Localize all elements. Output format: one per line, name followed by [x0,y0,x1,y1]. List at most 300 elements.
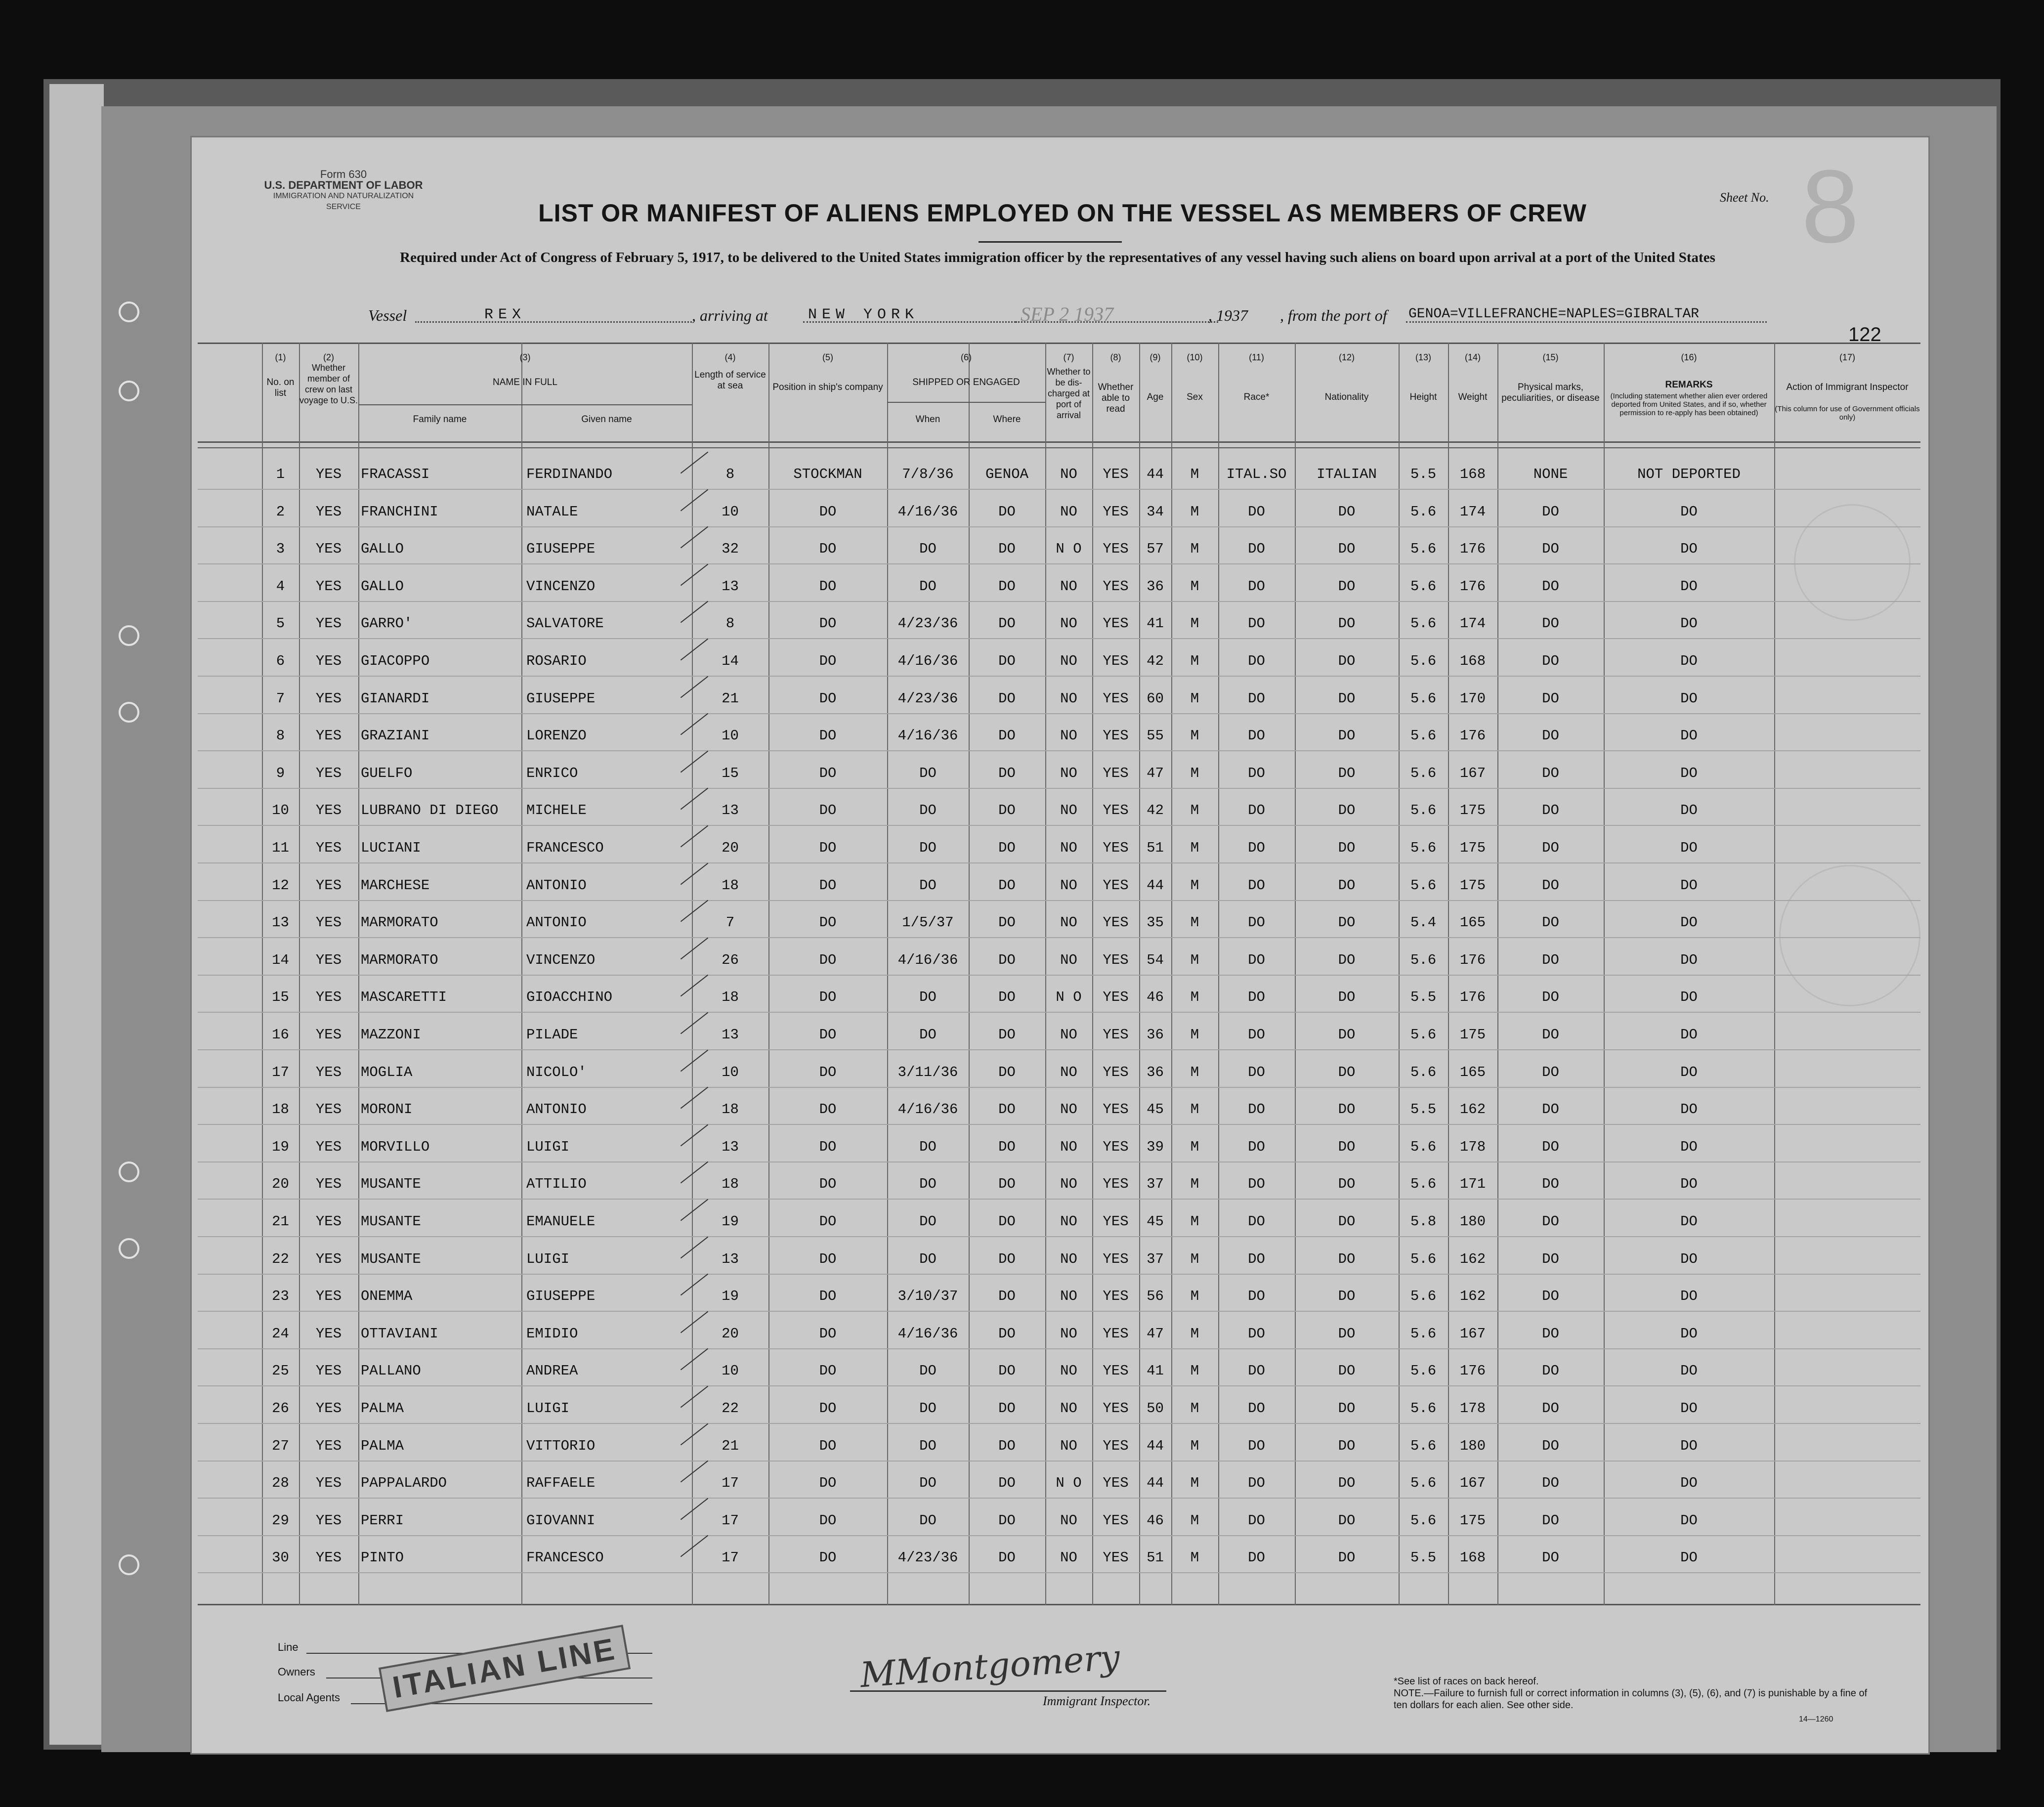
cell-when: DO [919,765,937,781]
cell-given: ROSARIO [526,653,587,669]
cell-when: 4/16/36 [897,1325,958,1342]
cell-height: 5.5 [1410,1101,1437,1118]
cell-when: DO [919,989,937,1006]
name-subrule [358,404,692,405]
cell-age: 44 [1147,466,1164,482]
table-bottom-rule [198,1604,1920,1605]
cell-remarks: DO [1680,1437,1698,1454]
cell-given: GIUSEPPE [526,690,596,707]
header-when: When [915,414,940,425]
cell-nationality: DO [1338,1250,1356,1267]
header-weight: Weight [1458,392,1488,402]
cell-nationality: DO [1338,989,1356,1006]
cell-given: NATALE [526,503,578,520]
cell-marks: DO [1542,1064,1559,1080]
cell-position: DO [819,951,837,968]
cell-discharged: NO [1060,1250,1077,1267]
cell-nationality: ITALIAN [1317,466,1377,482]
cell-given: ANTONIO [526,1101,587,1118]
cell-position: DO [819,615,837,632]
col-num: (7) [1063,352,1074,362]
table-row [198,1352,1920,1388]
page-number: 122 [1848,324,1881,345]
cell-length: 18 [722,1101,739,1118]
row-rule [198,1348,1920,1349]
cell-marks: DO [1542,1512,1559,1529]
cell-weight: 168 [1459,466,1486,482]
cell-sex: M [1190,728,1199,744]
cell-given: EMIDIO [526,1325,578,1342]
cell-where: DO [998,728,1016,744]
cell-nationality: DO [1338,541,1356,558]
cell-sex: M [1190,1325,1199,1342]
cell-race: DO [1248,840,1265,856]
cell-marks: DO [1542,1475,1559,1492]
cell-discharged: NO [1060,728,1077,744]
table-row [198,1389,1920,1426]
row-rule [198,1498,1920,1499]
cell-no: 28 [272,1475,289,1492]
cell-age: 60 [1147,690,1164,707]
cell-height: 5.8 [1410,1213,1437,1230]
cell-read: YES [1103,1363,1129,1379]
table-row [198,829,1920,865]
cell-race: DO [1248,989,1265,1006]
cell-nationality: DO [1338,1363,1356,1379]
cell-when: DO [919,1475,937,1492]
cell-read: YES [1103,1138,1129,1155]
cell-sex: M [1190,989,1199,1006]
cell-race: DO [1248,1027,1265,1043]
cell-family: PALMA [361,1437,404,1454]
cell-sex: M [1190,914,1199,931]
cell-where: DO [998,1138,1016,1155]
cell-marks: DO [1542,1213,1559,1230]
cell-read: YES [1103,1400,1129,1417]
form-code: 14—1260 [1799,1715,1833,1723]
cell-remarks: DO [1680,503,1698,520]
cell-family: PINTO [361,1549,404,1566]
manifest-table [198,343,1920,1605]
vessel-name: REX [484,306,526,323]
cell-length: 18 [722,989,739,1006]
shipped-subrule [887,402,1045,403]
cell-no: 13 [272,914,289,931]
cell-no: 21 [272,1213,289,1230]
cell-weight: 162 [1459,1101,1486,1118]
from-label: , from the port of [1280,306,1387,324]
cell-height: 5.6 [1410,840,1437,856]
cell-when: DO [919,1437,937,1454]
cell-crew: YES [315,877,342,894]
cell-given: FRANCESCO [526,1549,604,1566]
cell-given: LORENZO [526,728,587,744]
cell-given: FERDINANDO [526,466,613,482]
cell-race: DO [1248,578,1265,595]
cell-no: 11 [272,840,289,856]
row-rule [198,1572,1920,1573]
cell-when: 3/11/36 [897,1064,958,1080]
header-sex: Sex [1187,392,1203,402]
cell-position: DO [819,1512,837,1529]
col-num: (5) [822,352,833,362]
cell-sex: M [1190,1475,1199,1492]
cell-where: DO [998,1475,1016,1492]
binder-hole [119,625,139,646]
cell-read: YES [1103,951,1129,968]
cell-discharged: NO [1060,1512,1077,1529]
cell-nationality: DO [1338,802,1356,819]
cell-position: DO [819,877,837,894]
cell-where: DO [998,1363,1016,1379]
cell-length: 13 [722,1250,739,1267]
cell-sex: M [1190,765,1199,781]
cell-given: GIUSEPPE [526,1288,596,1305]
cell-height: 5.6 [1410,877,1437,894]
cell-when: 4/23/36 [897,690,958,707]
owners-label: Owners [278,1666,315,1678]
cell-length: 10 [722,1363,739,1379]
cell-length: 8 [725,466,735,482]
cell-family: LUBRANO DI DIEGO [361,802,499,819]
cell-nationality: DO [1338,1288,1356,1305]
cell-marks: DO [1542,503,1559,520]
cell-marks: DO [1542,690,1559,707]
cell-when: DO [919,802,937,819]
cell-discharged: NO [1060,1101,1077,1118]
cell-when: 4/16/36 [897,728,958,744]
cell-race: DO [1248,1288,1265,1305]
table-row [198,866,1920,903]
cell-discharged: NO [1060,877,1077,894]
col-num: (14) [1464,352,1481,362]
cell-remarks: DO [1680,840,1698,856]
cell-length: 26 [722,951,739,968]
cell-when: DO [919,1176,937,1193]
cell-family: MASCARETTI [361,989,447,1006]
cell-length: 22 [722,1400,739,1417]
header-shipped-engaged: SHIPPED OR ENGAGED [912,377,1020,387]
cell-crew: YES [315,1176,342,1193]
cell-no: 6 [276,653,285,669]
cell-family: MARMORATO [361,914,438,931]
cell-when: DO [919,1512,937,1529]
cell-sex: M [1190,541,1199,558]
cell-position: DO [819,1363,837,1379]
binder-hole [119,1162,139,1182]
cell-marks: DO [1542,765,1559,781]
cell-weight: 175 [1459,877,1486,894]
cell-marks: DO [1542,541,1559,558]
cell-read: YES [1103,690,1129,707]
cell-race: DO [1248,1400,1265,1417]
cell-read: YES [1103,989,1129,1006]
cell-remarks: DO [1680,1325,1698,1342]
cell-discharged: NO [1060,1064,1077,1080]
cell-crew: YES [315,989,342,1006]
cell-family: GALLO [361,578,404,595]
cell-where: DO [998,690,1016,707]
cell-where: DO [998,1027,1016,1043]
cell-remarks: DO [1680,1475,1698,1492]
col-num: (1) [275,352,286,362]
row-rule [198,489,1920,490]
cell-no: 1 [276,466,285,482]
cell-remarks: DO [1680,615,1698,632]
cell-discharged: NO [1060,578,1077,595]
cell-family: GARRO' [361,615,413,632]
cell-remarks: DO [1680,541,1698,558]
cell-family: MUSANTE [361,1213,421,1230]
table-row [198,904,1920,940]
line-label: Line [278,1641,298,1653]
cell-position: DO [819,1213,837,1230]
col-num: (4) [724,352,736,362]
row-rule [198,788,1920,789]
cell-age: 42 [1147,653,1164,669]
cell-nationality: DO [1338,1213,1356,1230]
header-action-note: (This column for use of Government officials only) [1775,405,1920,422]
table-row [198,1165,1920,1202]
cell-position: DO [819,1176,837,1193]
cell-family: MORONI [361,1101,413,1118]
row-rule [198,1124,1920,1125]
header-no-on-list: No. on list [266,377,295,398]
header-age: Age [1147,392,1164,402]
cell-weight: 176 [1459,951,1486,968]
cell-remarks: DO [1680,1288,1698,1305]
cell-given: GIOACCHINO [526,989,613,1006]
cell-length: 18 [722,877,739,894]
cell-read: YES [1103,653,1129,669]
cell-weight: 174 [1459,615,1486,632]
table-top-rule [198,343,1920,344]
cell-sex: M [1190,578,1199,595]
cell-family: GUELFO [361,765,413,781]
cell-family: GIACOPPO [361,653,430,669]
cell-sex: M [1190,802,1199,819]
cell-nationality: DO [1338,765,1356,781]
cell-crew: YES [315,1101,342,1118]
cell-weight: 167 [1459,1325,1486,1342]
cell-nationality: DO [1338,951,1356,968]
cell-weight: 170 [1459,690,1486,707]
cell-race: DO [1248,1213,1265,1230]
cell-length: 20 [722,1325,739,1342]
cell-where: DO [998,877,1016,894]
cell-height: 5.6 [1410,1064,1437,1080]
cell-crew: YES [315,541,342,558]
cell-given: FRANCESCO [526,840,604,856]
cell-length: 21 [722,690,739,707]
cell-sex: M [1190,615,1199,632]
cell-position: DO [819,728,837,744]
cell-sex: M [1190,1064,1199,1080]
cell-given: LUIGI [526,1400,570,1417]
row-rule [198,862,1920,863]
cell-race: DO [1248,951,1265,968]
cell-position: DO [819,802,837,819]
cell-discharged: NO [1060,1437,1077,1454]
cell-height: 5.6 [1410,802,1437,819]
table-row [198,1539,1920,1575]
cell-sex: M [1190,1512,1199,1529]
cell-no: 29 [272,1512,289,1529]
cell-sex: M [1190,1250,1199,1267]
cell-nationality: DO [1338,728,1356,744]
cell-position: DO [819,914,837,931]
cell-no: 24 [272,1325,289,1342]
cell-age: 45 [1147,1213,1164,1230]
cell-discharged: NO [1060,914,1077,931]
cell-position: DO [819,989,837,1006]
cell-when: DO [919,1027,937,1043]
row-rule [198,975,1920,976]
cell-position: DO [819,1437,837,1454]
cell-remarks: DO [1680,653,1698,669]
cell-read: YES [1103,1101,1129,1118]
cell-where: DO [998,653,1016,669]
binder-hole [119,301,139,322]
cell-length: 20 [722,840,739,856]
cell-marks: DO [1542,914,1559,931]
cell-crew: YES [315,1027,342,1043]
row-rule [198,713,1920,714]
cell-when: 3/10/37 [897,1288,958,1305]
cell-age: 47 [1147,1325,1164,1342]
cell-when: DO [919,840,937,856]
cell-read: YES [1103,1213,1129,1230]
cell-race: DO [1248,615,1265,632]
table-row [198,1203,1920,1239]
table-row [198,1427,1920,1463]
cell-race: DO [1248,1064,1265,1080]
cell-crew: YES [315,653,342,669]
cell-nationality: DO [1338,840,1356,856]
cell-sex: M [1190,1549,1199,1566]
cell-crew: YES [315,1475,342,1492]
cell-crew: YES [315,690,342,707]
cell-age: 35 [1147,914,1164,931]
table-row [198,642,1920,679]
cell-given: MICHELE [526,802,587,819]
cell-weight: 162 [1459,1250,1486,1267]
cell-read: YES [1103,1437,1129,1454]
cell-remarks: DO [1680,914,1698,931]
cell-marks: DO [1542,989,1559,1006]
cell-weight: 175 [1459,1027,1486,1043]
col-num: (16) [1681,352,1697,362]
row-rule [198,1012,1920,1013]
cell-remarks: DO [1680,1549,1698,1566]
header-physical-marks: Physical marks, peculiarities, or disease [1501,382,1600,403]
cell-where: DO [998,951,1016,968]
cell-race: DO [1248,1250,1265,1267]
cell-age: 44 [1147,877,1164,894]
cell-length: 21 [722,1437,739,1454]
cell-remarks: DO [1680,1027,1698,1043]
cell-height: 5.6 [1410,1027,1437,1043]
cell-remarks: DO [1680,765,1698,781]
cell-read: YES [1103,1176,1129,1193]
table-row [198,1502,1920,1538]
cell-age: 37 [1147,1250,1164,1267]
cell-sex: M [1190,877,1199,894]
cell-nationality: DO [1338,877,1356,894]
cell-given: ANDREA [526,1363,578,1379]
cell-marks: DO [1542,877,1559,894]
cell-where: DO [998,989,1016,1006]
cell-position: DO [819,1325,837,1342]
cell-sex: M [1190,1138,1199,1155]
cell-no: 3 [276,541,285,558]
cell-length: 17 [722,1512,739,1529]
cell-age: 42 [1147,802,1164,819]
header-action: Action of Immigrant Inspector [1786,382,1909,392]
col-num: (6) [961,352,972,362]
table-row [198,567,1920,604]
table-row [198,604,1920,641]
cell-weight: 175 [1459,802,1486,819]
cell-where: DO [998,765,1016,781]
cell-marks: DO [1542,1101,1559,1118]
cell-crew: YES [315,1363,342,1379]
cell-length: 17 [722,1549,739,1566]
cell-given: GIUSEPPE [526,541,596,558]
cell-race: DO [1248,503,1265,520]
cell-sex: M [1190,1363,1199,1379]
cell-race: DO [1248,653,1265,669]
row-rule [198,900,1920,901]
binder-hole [119,1554,139,1575]
cell-crew: YES [315,728,342,744]
cell-family: FRACASSI [361,466,430,482]
cell-marks: DO [1542,840,1559,856]
table-row [198,455,1920,492]
cell-read: YES [1103,1064,1129,1080]
cell-family: PERRI [361,1512,404,1529]
cell-sex: M [1190,1437,1199,1454]
cell-where: DO [998,802,1016,819]
header-bottom-rule [198,447,1920,448]
cell-nationality: DO [1338,1549,1356,1566]
cell-age: 57 [1147,541,1164,558]
cell-marks: DO [1542,951,1559,968]
cell-length: 13 [722,1138,739,1155]
binder-hole [119,702,139,723]
cell-sex: M [1190,1400,1199,1417]
header-family-name: Family name [413,414,467,425]
cell-race: DO [1248,541,1265,558]
binder-hole [119,1238,139,1259]
cell-family: MUSANTE [361,1250,421,1267]
title-rule [979,241,1122,243]
cell-age: 56 [1147,1288,1164,1305]
cell-length: 7 [725,914,735,931]
cell-height: 5.6 [1410,1176,1437,1193]
cell-discharged: NO [1060,1138,1077,1155]
cell-discharged: NO [1060,802,1077,819]
cell-remarks: DO [1680,1101,1698,1118]
cell-discharged: NO [1060,1176,1077,1193]
cell-given: GIOVANNI [526,1512,596,1529]
footnotes [1394,1676,1878,1711]
cell-height: 5.6 [1410,1288,1437,1305]
table-row [198,1128,1920,1164]
cell-no: 14 [272,951,289,968]
table-row [198,941,1920,978]
cell-discharged: NO [1060,1400,1077,1417]
